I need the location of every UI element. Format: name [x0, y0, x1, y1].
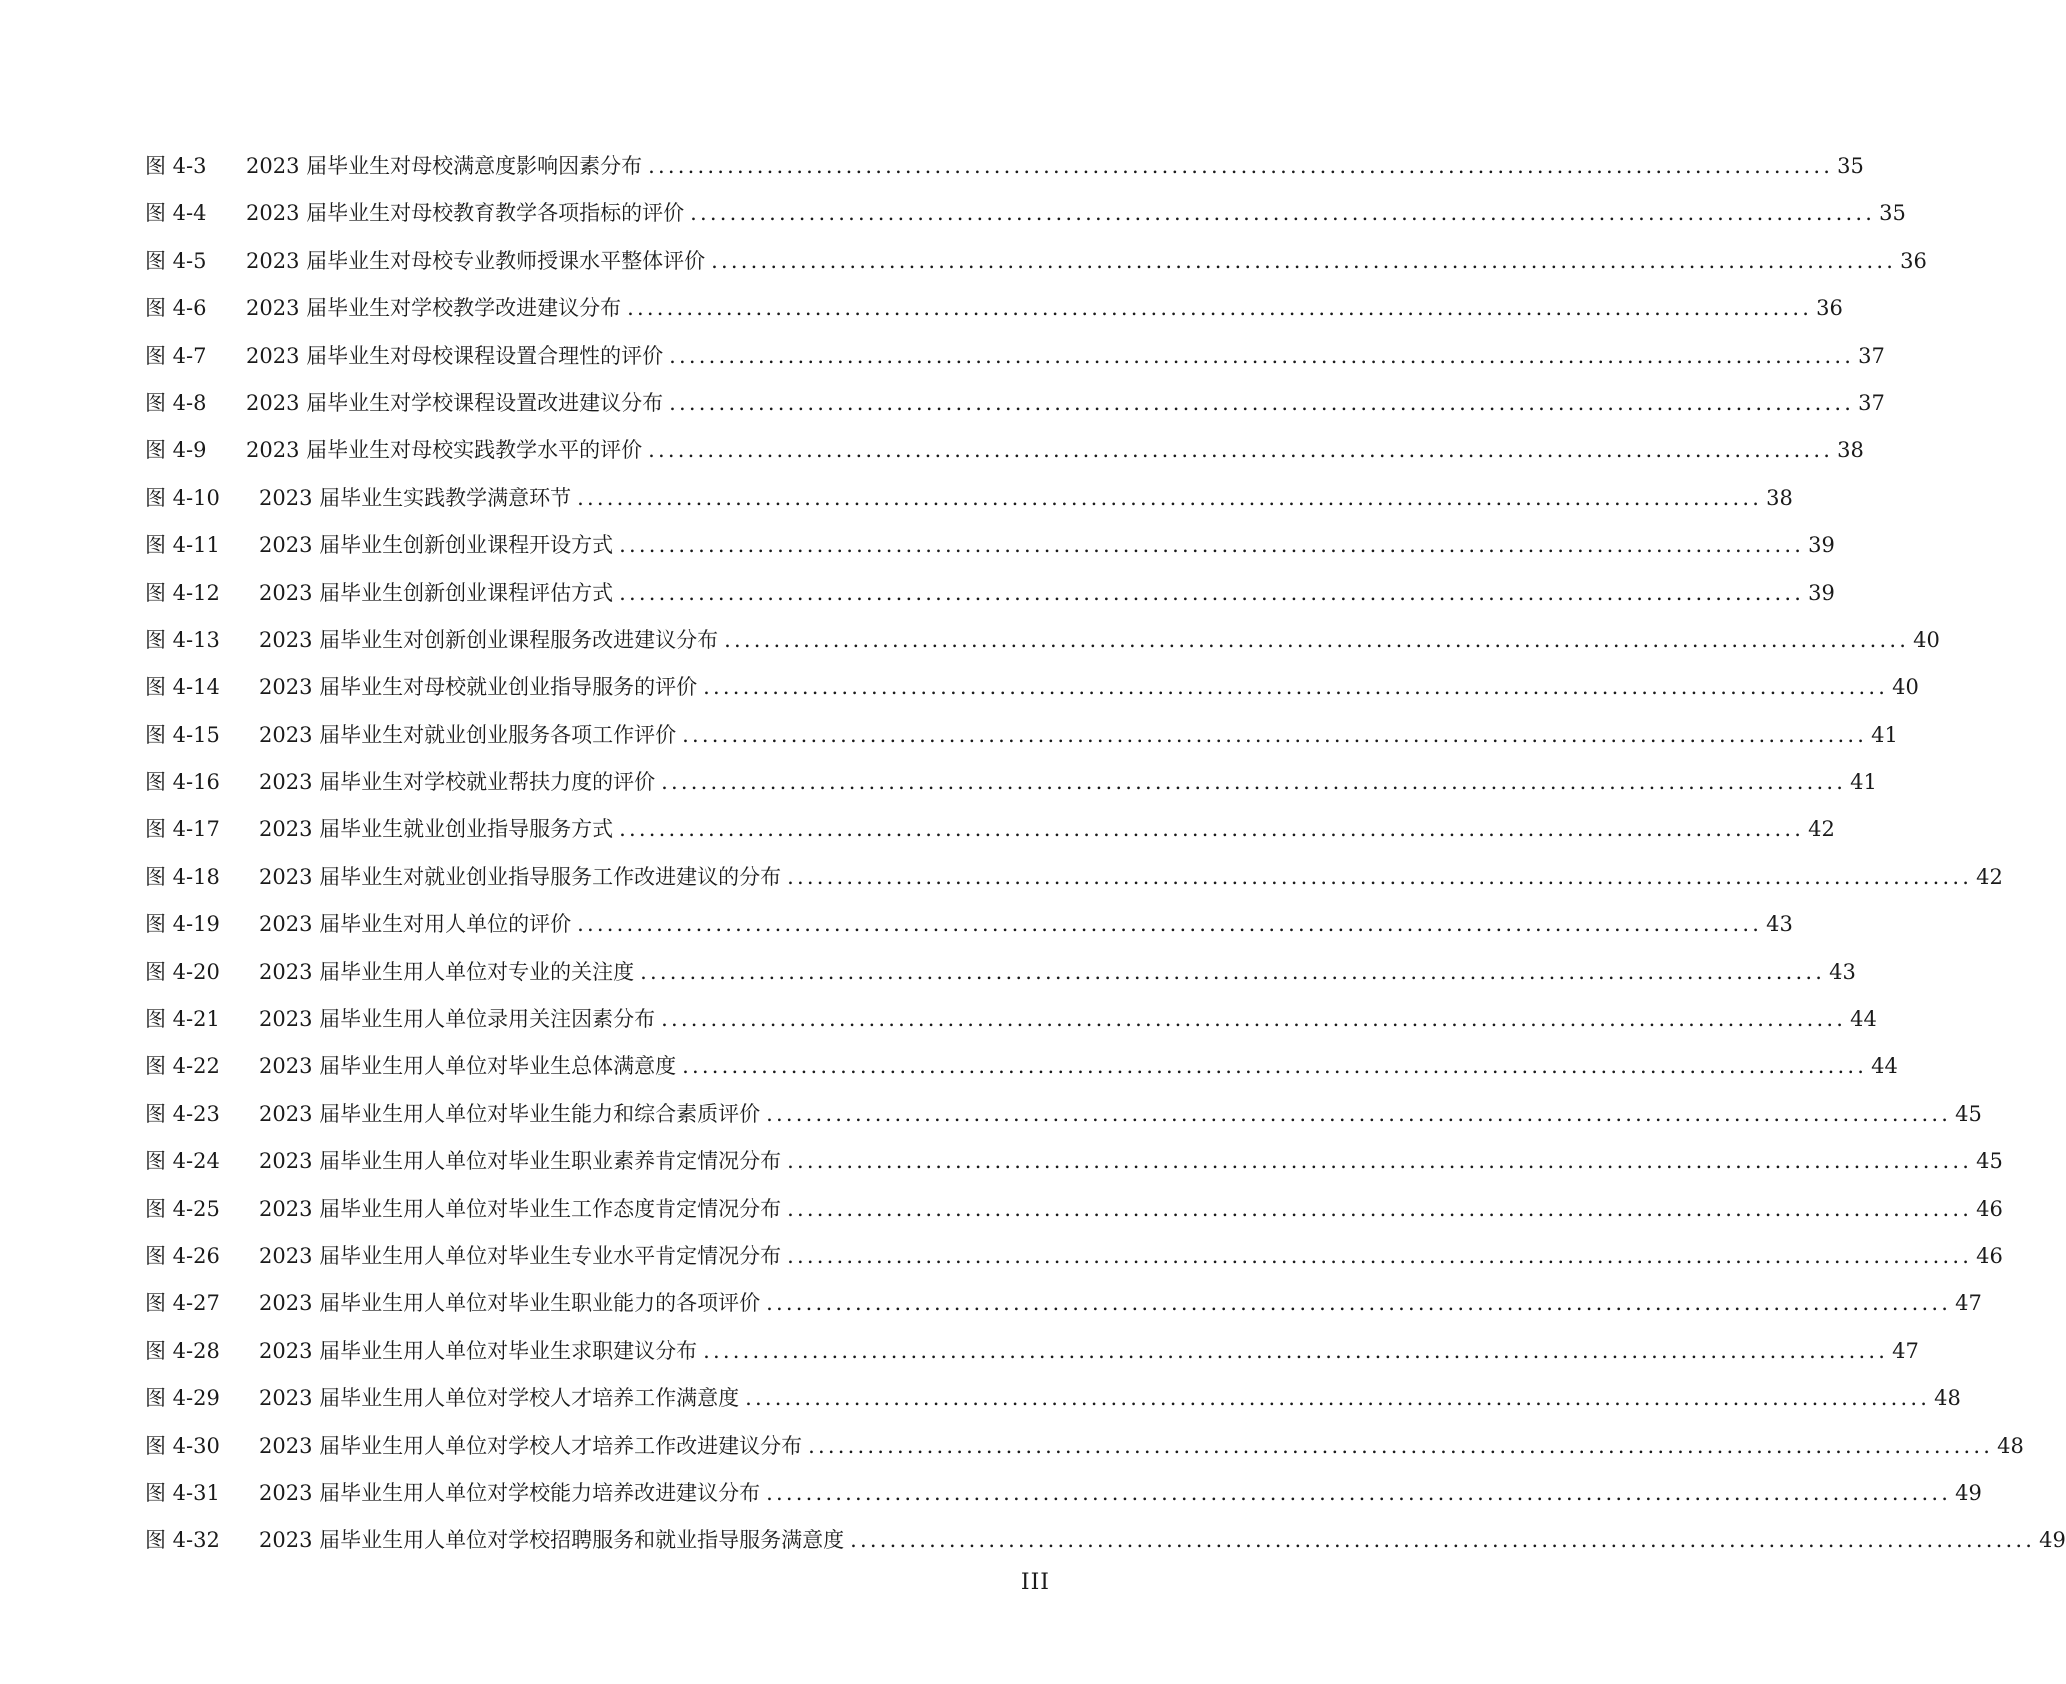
toc-entry[interactable] [145, 759, 1877, 806]
dot-leader: ........................................................................................................................ [661, 770, 1847, 795]
page-number: 42 [1976, 864, 2003, 889]
figure-title: 2023 届毕业生就业创业指导服务方式 [259, 817, 614, 842]
toc-entry[interactable] [145, 901, 1793, 948]
figure-number: 图 4-19 [145, 912, 220, 937]
figure-number: 图 4-9 [145, 438, 207, 463]
toc-entry[interactable] [145, 806, 1835, 853]
toc-entry[interactable] [145, 380, 1885, 427]
page-number: 47 [1955, 1291, 1982, 1316]
page-number: 44 [1850, 1007, 1877, 1032]
page-number: 46 [1976, 1243, 2003, 1268]
page-number: 44 [1871, 1054, 1898, 1079]
figure-title: 2023 届毕业生用人单位对专业的关注度 [259, 959, 635, 984]
dot-leader: ........................................................................................................................ [766, 1480, 1952, 1505]
dot-leader: ........................................................................................................................ [787, 1196, 1973, 1221]
toc-entry[interactable] [145, 1043, 1898, 1090]
page-number: 36 [1816, 296, 1843, 321]
page-number: 39 [1808, 580, 1835, 605]
dot-leader: ........................................................................................................................ [619, 533, 1805, 558]
toc-entry[interactable] [145, 854, 2003, 901]
page-number: 46 [1976, 1196, 2003, 1221]
page-number: 45 [1955, 1101, 1982, 1126]
toc-entry[interactable] [145, 190, 1906, 237]
figure-number: 图 4-11 [145, 533, 220, 558]
dot-leader: ........................................................................................................................ [787, 1149, 1973, 1174]
toc-entry[interactable] [145, 617, 1940, 664]
dot-leader: ........................................................................................................................ [787, 1243, 1973, 1268]
figure-title: 2023 届毕业生实践教学满意环节 [259, 485, 572, 510]
figure-title: 2023 届毕业生对用人单位的评价 [259, 912, 572, 937]
figure-number: 图 4-15 [145, 722, 220, 747]
page-number: 38 [1766, 485, 1793, 510]
figure-number: 图 4-30 [145, 1433, 220, 1458]
figure-number: 图 4-26 [145, 1243, 220, 1268]
figure-title: 2023 届毕业生对母校课程设置合理性的评价 [246, 343, 664, 368]
dot-leader: ........................................................................................................................ [711, 248, 1897, 273]
figure-title: 2023 届毕业生用人单位对毕业生求职建议分布 [259, 1338, 698, 1363]
figure-title: 2023 届毕业生对母校实践教学水平的评价 [246, 438, 643, 463]
toc-entry[interactable] [145, 1375, 1961, 1422]
toc-entry[interactable] [145, 1328, 1919, 1375]
page-footer-number: III [1020, 1570, 1050, 1595]
figure-number: 图 4-17 [145, 817, 220, 842]
figure-number: 图 4-24 [145, 1149, 220, 1174]
page-number: 41 [1850, 770, 1877, 795]
dot-leader: ........................................................................................................................ [619, 817, 1805, 842]
dot-leader: ........................................................................................................................ [808, 1433, 1994, 1458]
page-number: 43 [1829, 959, 1856, 984]
page-number: 47 [1892, 1338, 1919, 1363]
page-number: 42 [1808, 817, 1835, 842]
toc-entry[interactable] [145, 1423, 2024, 1470]
figure-number: 图 4-3 [145, 154, 207, 178]
dot-leader: ........................................................................................................................ [577, 485, 1763, 510]
figure-title: 2023 届毕业生用人单位对学校人才培养工作满意度 [259, 1386, 740, 1411]
toc-entry[interactable] [145, 1186, 2003, 1233]
dot-leader: ........................................................................................................................ [766, 1101, 1952, 1126]
figure-number: 图 4-32 [145, 1528, 220, 1553]
figure-title: 2023 届毕业生用人单位对毕业生专业水平肯定情况分布 [259, 1243, 782, 1268]
figure-number: 图 4-7 [145, 343, 207, 368]
figure-title: 2023 届毕业生创新创业课程评估方式 [259, 580, 614, 605]
page-number: 39 [1808, 533, 1835, 558]
figure-number: 图 4-31 [145, 1480, 220, 1505]
figure-title: 2023 届毕业生用人单位对学校招聘服务和就业指导服务满意度 [259, 1528, 845, 1553]
dot-leader: ........................................................................................................................ [703, 675, 1889, 700]
toc-entry[interactable] [145, 285, 1843, 332]
dot-leader: ........................................................................................................................ [669, 343, 1855, 368]
page-number: 37 [1858, 343, 1885, 368]
figure-title: 2023 届毕业生用人单位对毕业生职业素养肯定情况分布 [259, 1149, 782, 1174]
page-number: 41 [1871, 722, 1898, 747]
dot-leader: ........................................................................................................................ [627, 296, 1813, 321]
dot-leader: ........................................................................................................................ [745, 1386, 1931, 1411]
dot-leader: ........................................................................................................................ [690, 201, 1876, 226]
figure-title: 2023 届毕业生对学校就业帮扶力度的评价 [259, 770, 656, 795]
figure-number: 图 4-13 [145, 627, 220, 652]
figure-number: 图 4-22 [145, 1054, 220, 1079]
toc-entry[interactable] [145, 333, 1885, 380]
figure-list [145, 143, 2066, 1565]
figure-title: 2023 届毕业生用人单位对毕业生总体满意度 [259, 1054, 677, 1079]
figure-title: 2023 届毕业生用人单位录用关注因素分布 [259, 1007, 656, 1032]
page-number: 48 [1997, 1433, 2024, 1458]
toc-entry[interactable] [145, 1470, 1982, 1517]
page-number: 43 [1766, 912, 1793, 937]
dot-leader: ........................................................................................................................ [669, 390, 1855, 415]
figure-number: 图 4-14 [145, 675, 220, 700]
dot-leader: ........................................................................................................................ [850, 1528, 2036, 1553]
figure-title: 2023 届毕业生对就业创业服务各项工作评价 [259, 722, 677, 747]
dot-leader: ........................................................................................................................ [619, 580, 1805, 605]
toc-entry[interactable] [145, 949, 1856, 996]
dot-leader: ........................................................................................................................ [577, 912, 1763, 937]
figure-number: 图 4-28 [145, 1338, 220, 1363]
toc-entry[interactable] [145, 143, 1864, 190]
toc-entry[interactable] [145, 1138, 2003, 1185]
toc-entry[interactable] [145, 570, 1835, 617]
figure-title: 2023 届毕业生用人单位对学校能力培养改进建议分布 [259, 1480, 761, 1505]
toc-entry[interactable] [145, 664, 1919, 711]
dot-leader: ........................................................................................................................ [724, 627, 1910, 652]
toc-entry[interactable] [145, 712, 1898, 759]
figure-number: 图 4-27 [145, 1291, 220, 1316]
figure-number: 图 4-20 [145, 959, 220, 984]
figure-title: 2023 届毕业生用人单位对学校人才培养工作改进建议分布 [259, 1433, 803, 1458]
figure-title: 2023 届毕业生对母校专业教师授课水平整体评价 [246, 248, 706, 273]
dot-leader: ........................................................................................................................ [682, 1054, 1868, 1079]
dot-leader: ........................................................................................................................ [787, 864, 1973, 889]
toc-entry[interactable] [145, 1091, 1982, 1138]
page-number: 36 [1900, 248, 1927, 273]
figure-number: 图 4-4 [145, 201, 207, 226]
dot-leader: ........................................................................................................................ [648, 154, 1834, 178]
toc-entry[interactable] [145, 1233, 2003, 1280]
figure-number: 图 4-16 [145, 770, 220, 795]
page-number: 37 [1858, 390, 1885, 415]
page-number: 38 [1837, 438, 1864, 463]
figure-title: 2023 届毕业生对就业创业指导服务工作改进建议的分布 [259, 864, 782, 889]
figure-title: 2023 届毕业生对母校教育教学各项指标的评价 [246, 201, 685, 226]
figure-number: 图 4-10 [145, 485, 220, 510]
page-number: 35 [1879, 201, 1906, 226]
dot-leader: ........................................................................................................................ [640, 959, 1826, 984]
figure-number: 图 4-18 [145, 864, 220, 889]
figure-number: 图 4-5 [145, 248, 207, 273]
figure-title: 2023 届毕业生对母校满意度影响因素分布 [246, 154, 643, 178]
dot-leader: ........................................................................................................................ [682, 722, 1868, 747]
page-number: 49 [1955, 1480, 1982, 1505]
page-number: 35 [1837, 154, 1864, 178]
dot-leader: ........................................................................................................................ [648, 438, 1834, 463]
figure-title: 2023 届毕业生对学校课程设置改进建议分布 [246, 390, 664, 415]
figure-number: 图 4-8 [145, 390, 207, 415]
figure-title: 2023 届毕业生用人单位对毕业生能力和综合素质评价 [259, 1101, 761, 1126]
figure-title: 2023 届毕业生用人单位对毕业生职业能力的各项评价 [259, 1291, 761, 1316]
toc-entry[interactable] [145, 1280, 1982, 1327]
toc-entry[interactable] [145, 1517, 2066, 1564]
figure-title: 2023 届毕业生创新创业课程开设方式 [259, 533, 614, 558]
figure-number: 图 4-6 [145, 296, 207, 321]
figure-number: 图 4-23 [145, 1101, 220, 1126]
figure-title: 2023 届毕业生用人单位对毕业生工作态度肯定情况分布 [259, 1196, 782, 1221]
page-number: 40 [1892, 675, 1919, 700]
figure-number: 图 4-29 [145, 1386, 220, 1411]
figure-number: 图 4-25 [145, 1196, 220, 1221]
toc-entry[interactable] [145, 522, 1835, 569]
toc-entry[interactable] [145, 427, 1864, 474]
figure-title: 2023 届毕业生对学校教学改进建议分布 [246, 296, 622, 321]
dot-leader: ........................................................................................................................ [766, 1291, 1952, 1316]
figure-number: 图 4-12 [145, 580, 220, 605]
figure-title: 2023 届毕业生对创新创业课程服务改进建议分布 [259, 627, 719, 652]
dot-leader: ........................................................................................................................ [703, 1338, 1889, 1363]
page-number: 48 [1934, 1386, 1961, 1411]
page-number: 45 [1976, 1149, 2003, 1174]
toc-entry[interactable] [145, 238, 1927, 285]
page-number: 40 [1913, 627, 1940, 652]
figure-title: 2023 届毕业生对母校就业创业指导服务的评价 [259, 675, 698, 700]
figure-number: 图 4-21 [145, 1007, 220, 1032]
dot-leader: ........................................................................................................................ [661, 1007, 1847, 1032]
page-number: 49 [2039, 1528, 2066, 1553]
toc-entry[interactable] [145, 996, 1877, 1043]
toc-entry[interactable] [145, 475, 1793, 522]
